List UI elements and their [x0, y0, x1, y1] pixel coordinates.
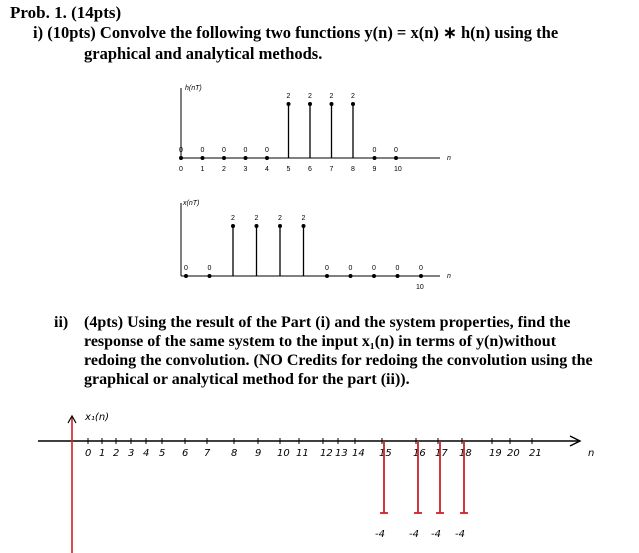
x-value-label: 2: [254, 215, 259, 222]
x-stem-marker: [325, 274, 329, 278]
x-value-label: 2: [231, 215, 235, 222]
x-stem-marker: [231, 224, 235, 228]
x1-tick-label: 16: [413, 448, 426, 459]
h-tick-label: 4: [265, 166, 269, 173]
h-stem-marker: [244, 156, 248, 160]
h-tick-label: 5: [286, 166, 291, 173]
h-tick-label: 7: [329, 166, 334, 173]
x-stem-marker: [255, 224, 259, 228]
x-stem-marker: [302, 224, 306, 228]
x1-tick-label: 19: [489, 448, 502, 459]
x1-tick-label: 17: [435, 448, 448, 459]
h-stem-marker: [222, 156, 226, 160]
x1-tick-label: 11: [296, 448, 309, 459]
x-value-label: 0: [372, 265, 376, 272]
h-tick-label: 1: [200, 166, 205, 173]
x1-tick-label: 2: [113, 448, 120, 459]
h-stem-marker: [265, 156, 269, 160]
x-value-label: 0: [184, 265, 188, 272]
h-value-label: 0: [372, 147, 377, 154]
part1-line2: graphical and analytical methods.: [84, 44, 323, 63]
h-stem-marker: [373, 156, 377, 160]
part1-label: i): [33, 23, 44, 42]
x-xlabel: n: [447, 273, 451, 280]
x1-tick-label: 10: [277, 448, 290, 459]
h-value-label: 2: [308, 93, 312, 100]
part2-line3: redoing the convolution. (NO Credits for redoing the convolution using the: [84, 352, 593, 369]
x1-tick-label: 1: [99, 448, 106, 459]
x1-xlabel: n: [588, 448, 595, 459]
x-value-label: 0: [395, 265, 400, 272]
x1-tick-label: 0: [85, 448, 92, 459]
h-value-label: 2: [329, 93, 334, 100]
x1-title: x₁(n): [85, 412, 110, 423]
h-stem-marker: [179, 156, 183, 160]
h-stem-marker: [201, 156, 205, 160]
h-value-label: 0: [394, 147, 398, 154]
h-value-label: 0: [179, 147, 183, 154]
x-value-label: 0: [348, 265, 353, 272]
x1-tick-label: 20: [507, 448, 520, 459]
x1-value-label: -4: [409, 529, 419, 540]
h-tick-label: 9: [372, 166, 377, 173]
h-stem-marker: [394, 156, 398, 160]
h-value-label: 2: [351, 93, 355, 100]
x1-tick-label: 9: [255, 448, 262, 459]
x1-tick-label: 21: [529, 448, 542, 459]
h-value-label: 0: [265, 147, 269, 154]
x-stem-marker: [419, 274, 423, 278]
h-xlabel: n: [447, 155, 451, 162]
x-stem-marker: [396, 274, 400, 278]
x-value-label: 0: [325, 265, 329, 272]
part2-line2: response of the same system to the input x₁(n) in terms of y(n)without: [84, 333, 557, 350]
h-tick-label: 10: [394, 166, 402, 173]
x-tick-label: 10: [416, 284, 424, 291]
x1-value-label: -4: [431, 529, 441, 540]
x1-tick-label: 8: [231, 448, 238, 459]
h-value-label: 0: [200, 147, 205, 154]
x1-tick-label: 4: [143, 448, 150, 459]
x-stem-marker: [349, 274, 353, 278]
h-stem-marker: [330, 102, 334, 106]
x1-tick-label: 7: [204, 448, 211, 459]
x-stem-marker: [278, 224, 282, 228]
x1-tick-label: 12: [320, 448, 333, 459]
part2-label: ii): [54, 314, 69, 331]
h-tick-label: 2: [222, 166, 226, 173]
h-stem-marker: [351, 102, 355, 106]
h-value-label: 0: [243, 147, 248, 154]
part2-line4: graphical or analytical method for the part (ii)).: [84, 371, 410, 388]
part2-line1: (4pts) Using the result of the Part (i) and the system properties, find the: [84, 314, 571, 331]
x1-tick-label: 18: [459, 448, 472, 459]
x1-tick-label: 6: [182, 448, 189, 459]
x1-tick-label: 14: [352, 448, 365, 459]
h-title: h(nT): [185, 85, 202, 92]
h-stem-marker: [287, 102, 291, 106]
x-value-label: 0: [207, 265, 212, 272]
x-stem-marker: [208, 274, 212, 278]
x1-tick-label: 5: [159, 448, 166, 459]
h-tick-label: 6: [308, 166, 312, 173]
x1-value-label: -4: [375, 529, 385, 540]
problem-title: Prob. 1. (14pts): [10, 3, 122, 22]
x1-value-label: -4: [455, 529, 465, 540]
x-stem-marker: [372, 274, 376, 278]
part1-text: (10pts) Convolve the following two functions y(n) = x(n) ∗ h(n) using the: [47, 23, 559, 42]
x1-tick-label: 3: [128, 448, 135, 459]
h-stem-marker: [308, 102, 312, 106]
h-tick-label: 8: [351, 166, 355, 173]
x-stem-marker: [184, 274, 188, 278]
x1-tick-label: 13: [335, 448, 348, 459]
h-value-label: 0: [222, 147, 226, 154]
x-value-label: 2: [278, 215, 282, 222]
h-tick-label: 0: [179, 166, 183, 173]
h-tick-label: 3: [243, 166, 248, 173]
x1-tick-label: 15: [379, 448, 392, 459]
h-value-label: 2: [286, 93, 291, 100]
x-title: x(nT): [183, 200, 200, 207]
x-value-label: 0: [419, 265, 423, 272]
x-value-label: 2: [301, 215, 306, 222]
